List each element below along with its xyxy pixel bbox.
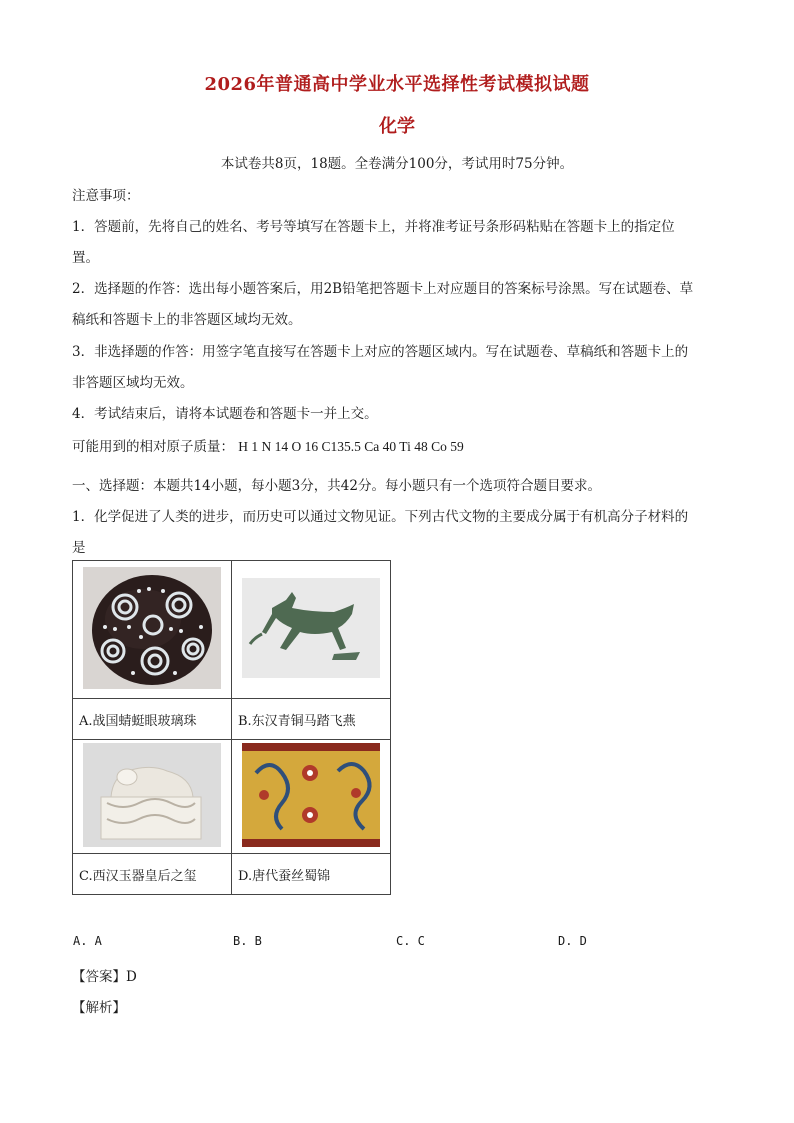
notice-item-1-cont: 置。 xyxy=(72,250,99,266)
answer-text: 【答案】D xyxy=(72,969,137,985)
silk-brocade-image xyxy=(242,743,380,847)
notice-item-4: 4．考试结束后，请将本试题卷和答题卡一并上交。 xyxy=(72,406,378,422)
question-1-stem: 1．化学促进了人类的进步，而历史可以通过文物见证。下列古代文物的主要成分属于有机高分子材料的 xyxy=(72,509,689,525)
option-c-label: C.西汉玉器皇后之玺 xyxy=(73,854,232,895)
option-b-label: B.东汉青铜马踏飞燕 xyxy=(232,699,391,740)
notice-heading: 注意事项： xyxy=(72,188,140,204)
option-d-image-cell xyxy=(232,740,391,854)
subject-title: 化学 xyxy=(379,116,415,137)
notice-item-2: 2．选择题的作答：选出每小题答案后，用2B铅笔把答题卡上对应题目的答案标号涂黑。写在试题卷、草 xyxy=(72,281,694,297)
analysis-heading: 【解析】 xyxy=(72,1000,126,1016)
notice-item-1: 1．答题前，先将自己的姓名、考号等填写在答题卡上，并将准考证号条形码粘贴在答题卡上的指定位 xyxy=(72,219,675,235)
options-table xyxy=(72,560,391,895)
section-heading: 一、选择题：本题共14小题，每小题3分，共42分。每小题只有一个选项符合题目要求。 xyxy=(72,478,601,494)
option-d-label: D.唐代蚕丝蜀锦 xyxy=(232,854,391,895)
jade-seal-image xyxy=(83,743,221,847)
option-c-image-cell xyxy=(73,740,232,854)
choice-a[interactable]: A. A xyxy=(73,934,102,948)
atomic-mass-line xyxy=(72,435,464,455)
option-a-label: A.战国蜻蜓眼玻璃珠 xyxy=(73,699,232,740)
atomic-mass-label: 可能用到的相对原子质量： xyxy=(72,439,234,455)
notice-item-2-cont: 稿纸和答题卡上的非答题区域均无效。 xyxy=(72,312,302,328)
atomic-mass-values: H 1 N 14 O 16 C135.5 Ca 40 Ti 48 Co 59 xyxy=(238,439,464,454)
notice-item-3-cont: 非答题区域均无效。 xyxy=(72,375,194,391)
exam-intro: 本试卷共8页，18题。全卷满分100分，考试用时75分钟。 xyxy=(220,156,574,172)
choice-c[interactable]: C. C xyxy=(396,934,425,948)
page-title: 2026年普通高中学业水平选择性考试模拟试题 xyxy=(204,74,590,95)
notice-item-3: 3．非选择题的作答：用签字笔直接写在答题卡上对应的答题区域内。写在试题卷、草稿纸和答题卡上的 xyxy=(72,344,689,360)
option-a-image-cell xyxy=(73,561,232,699)
bronze-horse-image xyxy=(242,578,380,678)
question-1-stem-cont: 是 xyxy=(72,540,86,556)
glass-bead-image xyxy=(83,567,221,689)
choice-d[interactable]: D. D xyxy=(558,934,587,948)
choice-b[interactable]: B. B xyxy=(233,934,262,948)
option-b-image-cell xyxy=(232,561,391,699)
